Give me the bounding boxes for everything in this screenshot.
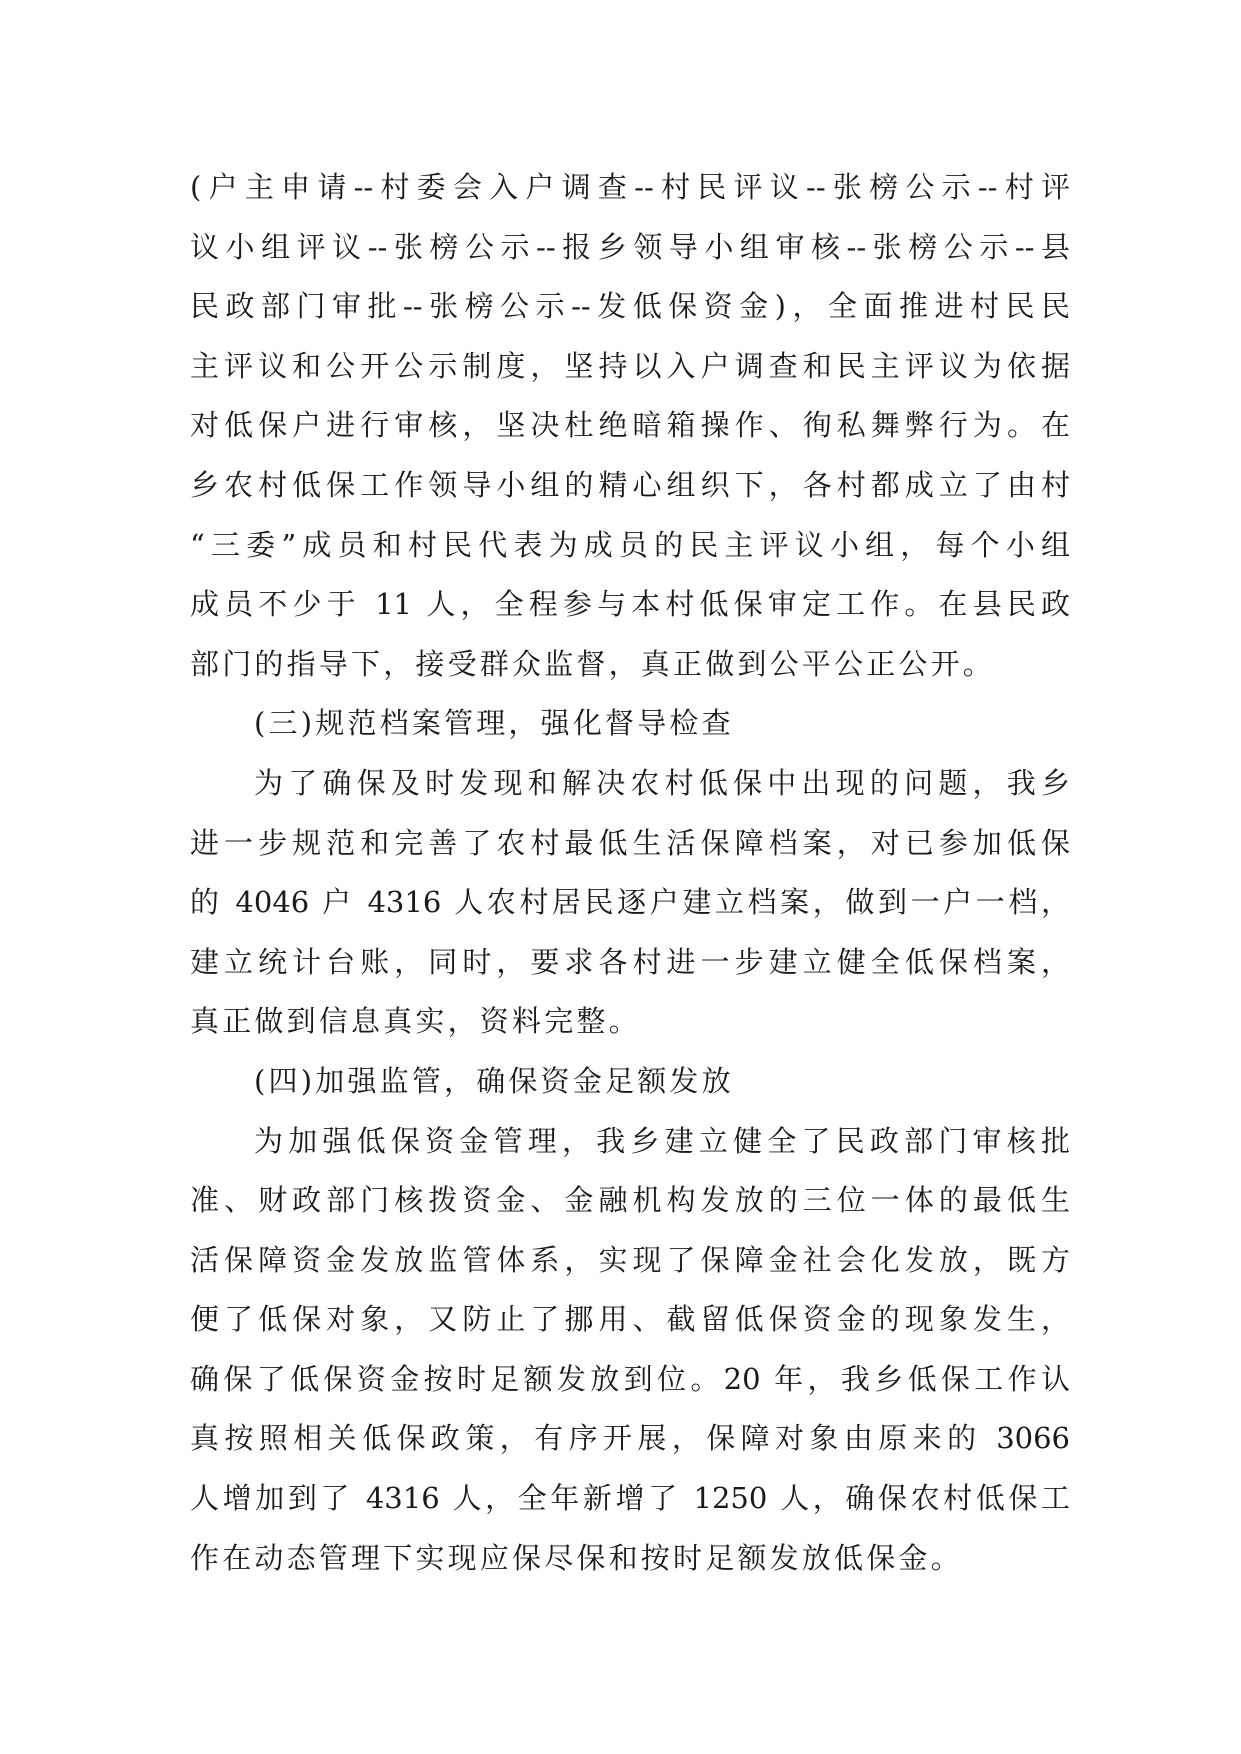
section-heading: (三)规范档案管理，强化督导检查 [254, 706, 734, 741]
text-line: 人增加到了 4316 人，全年新增了 1250 人，确保农村低保工 [190, 1481, 1070, 1516]
text-line: 进一步规范和完善了农村最低生活保障档案，对已参加低保 [190, 825, 1070, 860]
text-line: 确保了低保资金按时足额发放到位。20 年，我乡低保工作认 [190, 1361, 1070, 1396]
text-line: 建立统计台账，同时，要求各村进一步建立健全低保档案， [190, 944, 1070, 979]
text-line: 真按照相关低保政策，有序开展，保障对象由原来的 3066 [190, 1421, 1070, 1456]
section-heading: (四)加强监管，确保资金足额发放 [254, 1063, 734, 1098]
text-line: 准、财政部门核拨资金、金融机构发放的三位一体的最低生 [190, 1183, 1070, 1218]
text-line: 对低保户进行审核，坚决杜绝暗箱操作、徇私舞弊行为。在 [190, 408, 1070, 443]
text-line: 主评议和公开公示制度，坚持以入户调查和民主评议为依据 [190, 348, 1070, 383]
text-line: 民政部门审批--张榜公示--发低保资金)，全面推进村民民 [190, 289, 1070, 324]
text-line: 部门的指导下，接受群众监督，真正做到公平公正公开。 [190, 646, 996, 681]
text-line: 真正做到信息真实，资料完整。 [190, 1004, 641, 1039]
text-line: 活保障资金发放监管体系，实现了保障金社会化发放，既方 [190, 1242, 1070, 1277]
document-body [190, 158, 1070, 1588]
text-line: 成员不少于 11 人，全程参与本村低保审定工作。在县民政 [190, 587, 1070, 622]
text-line: 便了低保对象，又防止了挪用、截留低保资金的现象发生， [190, 1302, 1070, 1337]
text-line: 的 4046 户 4316 人农村居民逐户建立档案，做到一户一档， [190, 885, 1070, 920]
text-line: 为加强低保资金管理，我乡建立健全了民政部门审核批 [254, 1123, 1070, 1158]
text-line: 乡农村低保工作领导小组的精心组织下，各村都成立了由村 [190, 467, 1070, 502]
text-line: 作在动态管理下实现应保尽保和按时足额发放低保金。 [190, 1540, 963, 1575]
text-line: 议小组评议--张榜公示--报乡领导小组审核--张榜公示--县 [190, 229, 1070, 264]
text-line: 为了确保及时发现和解决农村低保中出现的问题，我乡 [254, 765, 1070, 800]
text-line: (户主申请--村委会入户调查--村民评议--张榜公示--村评 [190, 170, 1070, 204]
text-line: “三委”成员和村民代表为成员的民主评议小组，每个小组 [190, 527, 1070, 562]
